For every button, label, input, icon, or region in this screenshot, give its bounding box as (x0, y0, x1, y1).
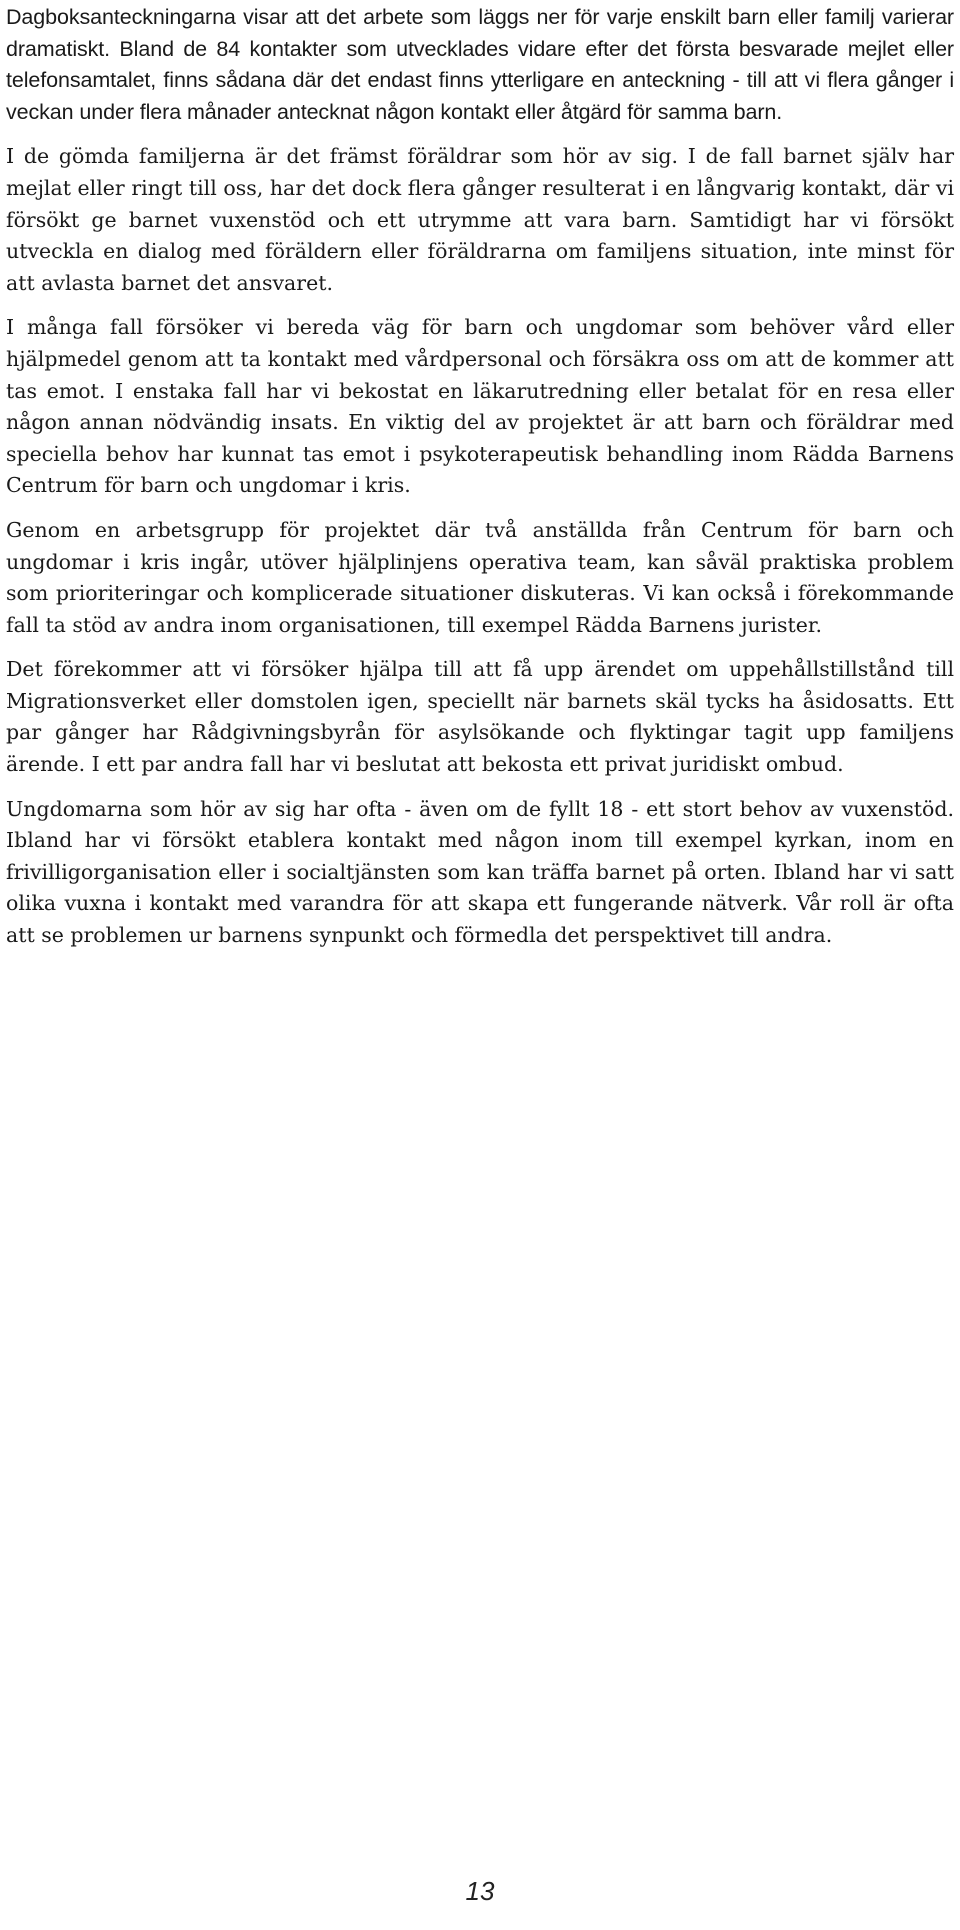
paragraph-hidden-families: I de gömda familjerna är det främst föräldrar som hör av sig. I de fall barnet själv har mejlat eller ringt till oss, har det dock flera gånger resulterat i en långvarig kontakt, där vi försökt ge barnet vuxenstöd och ett utrymme att vara barn. Samtidigt har vi försökt utveckla en dialog med föräldern eller föräldrarna om familjens situation, inte minst för att avlasta barnet det ansvaret. (6, 144, 954, 295)
paragraph-working-group: Genom en arbetsgrupp för projektet där två anställda från Centrum för barn och ungdomar i kris ingår, utöver hjälplinjens operativa team, kan såväl praktiska problem som prioriteringar och komplicerade situationer diskuteras. Vi kan också i förekommande fall ta stöd av andra inom organisationen, till exempel Rädda Barnens jurister. (6, 517, 954, 637)
body-text (6, 2, 954, 952)
paragraph-youth-support: Ungdomarna som hör av sig har ofta - även om de fyllt 18 - ett stort behov av vuxenstöd. Ibland har vi försökt etablera kontakt med någon inom till exempel kyrkan, inom en frivilligorganisation eller i socialtjänsten som kan träffa barnet på orten. Ibland har vi satt olika vuxna i kontakt med varandra för att skapa ett fungerande nätverk. Vår roll är ofta att se problemen ur barnens synpunkt och förmedla det perspektivet till andra. (6, 796, 954, 948)
page-number: 13 (465, 1876, 495, 1906)
paragraph-care-support: I många fall försöker vi bereda väg för barn och ungdomar som behöver vård eller hjälpmedel genom att ta kontakt med vårdpersonal och försäkra oss om att de kommer att tas emot. I enstaka fall har vi bekostat en läkarutredning eller betalat för en resa eller någon annan nödvändig insats. En viktig del av projektet är att barn och föräldrar med speciella behov har kunnat tas emot i psykoterapeutisk behandling inom Rädda Barnens Centrum för barn och ungdomar i kris. (6, 315, 954, 498)
paragraph-residence-permit: Det förekommer att vi försöker hjälpa till att få upp ärendet om uppehållstillstånd till Migrationsverket eller domstolen igen, speciellt när barnets skäl tycks ha åsidosatts. Ett par gånger har Rådgivningsbyrån för asylsökande och flyktingar tagit upp familjens ärende. I ett par andra fall har vi beslutat att bekosta ett privat juridiskt ombud. (6, 657, 954, 777)
paragraph-diary-notes: Dagboksanteckningarna visar att det arbete som läggs ner för varje enskilt barn eller familj varierar dramatiskt. Bland de 84 kontakter som utvecklades vidare efter det första besvarade mejlet eller telefonsamtalet, finns sådana där det endast finns ytterligare en anteckning - till att vi flera gånger i veckan under flera månader antecknat någon kontakt eller åtgärd för samma barn. (6, 5, 954, 124)
